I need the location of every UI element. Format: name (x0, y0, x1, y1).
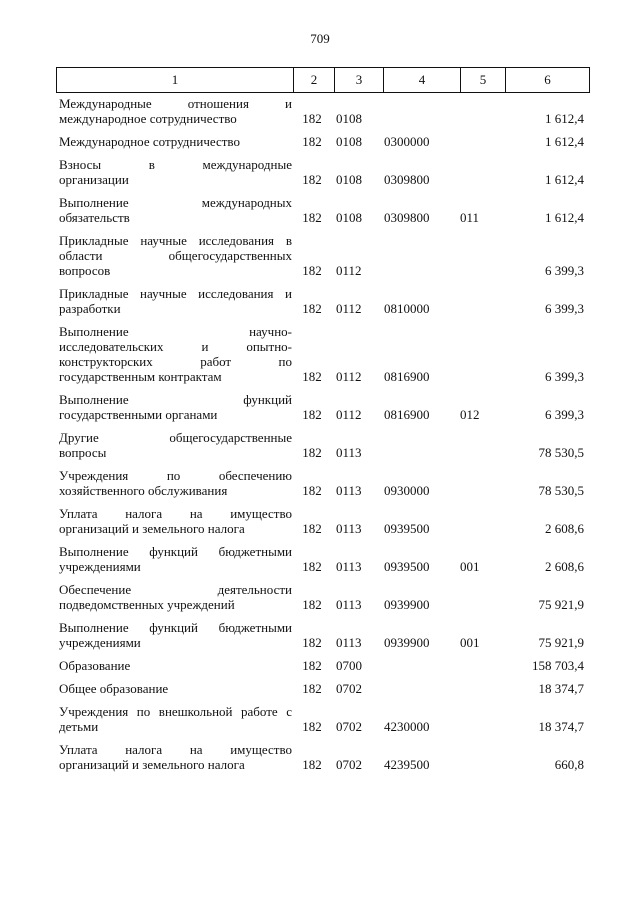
row-name-line: Общее образование (59, 681, 169, 696)
row-code-2: 182 (302, 483, 322, 498)
row-code-3: 0108 (336, 134, 362, 149)
table-row (56, 620, 590, 650)
row-name-line: Учреждения по обеспечению (59, 468, 292, 483)
row-code-4: 0810000 (384, 301, 430, 316)
row-name-line: государственным контрактам (59, 369, 222, 384)
row-name-line: Выполнение научно- (59, 324, 292, 339)
table-row (56, 134, 590, 149)
table-row (56, 658, 590, 673)
row-code-5: 001 (460, 559, 480, 574)
table-row (56, 324, 590, 384)
row-code-4: 0939900 (384, 635, 430, 650)
table-row (56, 392, 590, 422)
row-name-line: Выполнение международных (59, 195, 292, 210)
header-col-3: 3 (335, 68, 384, 93)
row-amount: 6 399,3 (545, 407, 584, 422)
table-row (56, 286, 590, 316)
row-code-3: 0108 (336, 111, 362, 126)
table-row (56, 233, 590, 278)
table-row (56, 96, 590, 126)
row-amount: 2 608,6 (545, 521, 584, 536)
row-code-2: 182 (302, 597, 322, 612)
row-name (56, 430, 292, 460)
table-row (56, 704, 590, 734)
row-name (56, 506, 292, 536)
row-name-line: исследовательских и опытно- (59, 339, 292, 354)
header-col-5: 5 (461, 68, 506, 93)
row-amount: 6 399,3 (545, 301, 584, 316)
row-code-3: 0113 (336, 597, 362, 612)
row-amount: 78 530,5 (538, 483, 584, 498)
row-name (56, 681, 292, 696)
row-code-3: 0113 (336, 483, 362, 498)
row-name-line: Прикладные научные исследования в (59, 233, 292, 248)
row-name-line: обязательств (59, 210, 130, 225)
row-name-line: организации (59, 172, 129, 187)
row-name (56, 742, 292, 772)
row-name-line: вопросы (59, 445, 107, 460)
table-row (56, 195, 590, 225)
row-name (56, 233, 292, 278)
row-code-3: 0702 (336, 757, 362, 772)
row-code-4: 0309800 (384, 210, 430, 225)
row-code-4: 0939900 (384, 597, 430, 612)
row-name-line: детьми (59, 719, 99, 734)
row-code-3: 0113 (336, 445, 362, 460)
row-name-line: Уплата налога на имущество (59, 506, 292, 521)
row-name (56, 96, 292, 126)
row-name-line: Выполнение функций бюджетными (59, 620, 292, 635)
row-name-line: подведомственных учреждений (59, 597, 235, 612)
page-number: 709 (310, 31, 330, 46)
row-name-line: Международные отношения и (59, 96, 292, 111)
table-row (56, 506, 590, 536)
row-amount: 1 612,4 (545, 172, 584, 187)
row-code-2: 182 (302, 559, 322, 574)
row-amount: 18 374,7 (538, 681, 584, 696)
row-name (56, 157, 292, 187)
row-code-3: 0108 (336, 210, 362, 225)
row-code-5: 012 (460, 407, 480, 422)
row-name-line: области общегосударственных (59, 248, 292, 263)
row-name (56, 620, 292, 650)
row-name (56, 195, 292, 225)
row-amount: 2 608,6 (545, 559, 584, 574)
row-code-3: 0112 (336, 301, 362, 316)
row-name (56, 392, 292, 422)
row-amount: 6 399,3 (545, 263, 584, 278)
row-name (56, 324, 292, 384)
row-code-3: 0112 (336, 369, 362, 384)
row-code-2: 182 (302, 301, 322, 316)
row-name-line: Выполнение функций (59, 392, 292, 407)
row-code-4: 0309800 (384, 172, 430, 187)
row-name (56, 544, 292, 574)
row-name-line: Обеспечение деятельности (59, 582, 292, 597)
row-name-line: государственными органами (59, 407, 218, 422)
table-row (56, 742, 590, 772)
row-amount: 75 921,9 (538, 597, 584, 612)
row-name-line: Взносы в международные (59, 157, 292, 172)
row-amount: 75 921,9 (538, 635, 584, 650)
row-name (56, 468, 292, 498)
row-name-line: Международное сотрудничество (59, 134, 240, 149)
row-code-2: 182 (302, 407, 322, 422)
row-name (56, 582, 292, 612)
row-code-2: 182 (302, 757, 322, 772)
row-name-line: Образование (59, 658, 131, 673)
row-name-line: хозяйственного обслуживания (59, 483, 228, 498)
row-code-4: 0939500 (384, 559, 430, 574)
row-code-5: 001 (460, 635, 480, 650)
row-code-4: 4230000 (384, 719, 430, 734)
row-code-2: 182 (302, 111, 322, 126)
row-code-3: 0113 (336, 521, 362, 536)
row-code-3: 0113 (336, 559, 362, 574)
row-code-2: 182 (302, 369, 322, 384)
row-code-2: 182 (302, 445, 322, 460)
row-code-2: 182 (302, 635, 322, 650)
table-row (56, 157, 590, 187)
row-code-2: 182 (302, 134, 322, 149)
header-col-1: 1 (57, 68, 294, 93)
header-row (57, 68, 590, 93)
row-amount: 6 399,3 (545, 369, 584, 384)
row-name-line: разработки (59, 301, 121, 316)
row-name-line: вопросов (59, 263, 111, 278)
row-name-line: конструкторских работ по (59, 354, 292, 369)
row-code-3: 0113 (336, 635, 362, 650)
row-code-3: 0112 (336, 263, 362, 278)
row-amount: 78 530,5 (538, 445, 584, 460)
row-name-line: Другие общегосударственные (59, 430, 292, 445)
row-amount: 1 612,4 (545, 111, 584, 126)
row-code-2: 182 (302, 681, 322, 696)
row-code-3: 0700 (336, 658, 362, 673)
row-amount: 158 703,4 (532, 658, 584, 673)
row-amount: 1 612,4 (545, 210, 584, 225)
table-row (56, 430, 590, 460)
row-code-2: 182 (302, 210, 322, 225)
row-name-line: учреждениями (59, 635, 141, 650)
row-code-3: 0108 (336, 172, 362, 187)
table-row (56, 681, 590, 696)
table-row (56, 544, 590, 574)
row-amount: 18 374,7 (538, 719, 584, 734)
row-name-line: организаций и земельного налога (59, 757, 245, 772)
row-name (56, 704, 292, 734)
row-name (56, 134, 292, 149)
row-code-4: 0939500 (384, 521, 430, 536)
row-code-2: 182 (302, 172, 322, 187)
header-col-2: 2 (294, 68, 335, 93)
row-amount: 660,8 (554, 757, 584, 772)
row-code-2: 182 (302, 658, 322, 673)
row-name-line: международное сотрудничество (59, 111, 237, 126)
row-code-2: 182 (302, 521, 322, 536)
row-code-2: 182 (302, 719, 322, 734)
row-amount: 1 612,4 (545, 134, 584, 149)
header-col-6: 6 (506, 68, 590, 93)
row-name-line: учреждениями (59, 559, 141, 574)
row-code-4: 0816900 (384, 369, 430, 384)
row-code-2: 182 (302, 263, 322, 278)
row-code-3: 0702 (336, 681, 362, 696)
table-row (56, 582, 590, 612)
row-code-3: 0702 (336, 719, 362, 734)
row-code-4: 0816900 (384, 407, 430, 422)
row-name-line: Выполнение функций бюджетными (59, 544, 292, 559)
row-name-line: Прикладные научные исследования и (59, 286, 292, 301)
row-code-3: 0112 (336, 407, 362, 422)
row-name-line: Учреждения по внешкольной работе с (59, 704, 292, 719)
table-row (56, 468, 590, 498)
row-name (56, 658, 292, 673)
row-code-4: 0300000 (384, 134, 430, 149)
row-name (56, 286, 292, 316)
row-name-line: организаций и земельного налога (59, 521, 245, 536)
row-code-4: 4239500 (384, 757, 430, 772)
row-name-line: Уплата налога на имущество (59, 742, 292, 757)
row-code-5: 011 (460, 210, 480, 225)
table-body (56, 96, 590, 780)
header-col-4: 4 (384, 68, 461, 93)
row-code-4: 0930000 (384, 483, 430, 498)
table-header (56, 67, 590, 93)
